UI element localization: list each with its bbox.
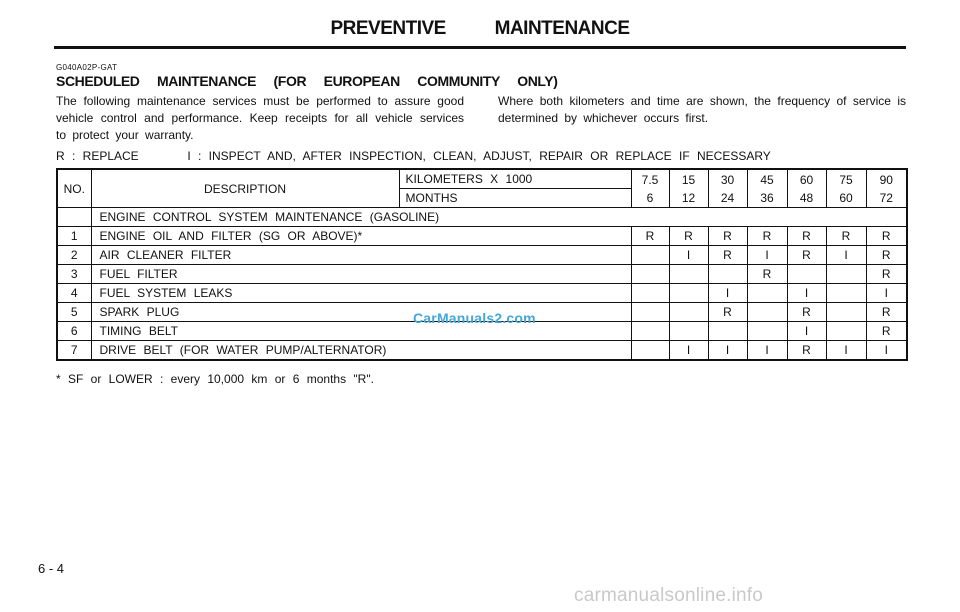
legend — [56, 149, 771, 163]
schedule-cell: R — [787, 341, 826, 361]
schedule-cell: R — [631, 227, 669, 246]
table-section-row — [57, 208, 907, 227]
interval-km: 30 — [720, 172, 735, 187]
interval-km: 75 — [839, 172, 853, 187]
site-watermark: carmanualsonline.info — [574, 585, 764, 606]
schedule-cell — [631, 265, 669, 284]
schedule-cell — [669, 303, 708, 322]
schedule-cell — [631, 246, 669, 265]
interval-col-7 — [866, 169, 907, 208]
interval-km: 60 — [799, 172, 814, 187]
schedule-cell — [826, 265, 866, 284]
schedule-cell: I — [866, 284, 907, 303]
schedule-cell — [826, 322, 866, 341]
schedule-cell: I — [747, 341, 787, 361]
row-description: FUEL SYSTEM LEAKS — [91, 284, 631, 303]
header-no: NO. — [57, 169, 91, 208]
row-number: 5 — [57, 303, 91, 322]
header-interval-labels — [399, 169, 631, 208]
interval-months: 72 — [879, 190, 893, 205]
interval-km: 15 — [681, 172, 696, 187]
row-number: 3 — [57, 265, 91, 284]
interval-months: 24 — [720, 190, 735, 205]
row-number: 6 — [57, 322, 91, 341]
table-row — [57, 341, 907, 361]
schedule-cell: R — [866, 303, 907, 322]
interval-months: 60 — [839, 190, 853, 205]
interval-months: 12 — [681, 190, 696, 205]
section-title: SCHEDULED MAINTENANCE (FOR EUROPEAN COMMUNITY ONLY) — [56, 73, 558, 89]
schedule-cell — [708, 322, 747, 341]
page-number: 6 - 4 — [38, 561, 65, 576]
schedule-cell: I — [826, 341, 866, 361]
schedule-cell — [669, 265, 708, 284]
document-code: G040A02P-GAT — [56, 63, 118, 72]
interval-col-1 — [631, 169, 669, 208]
schedule-cell: R — [708, 227, 747, 246]
schedule-cell: R — [669, 227, 708, 246]
table-header-row — [57, 169, 907, 208]
row-description: SPARK PLUG — [91, 303, 631, 322]
row-description: DRIVE BELT (FOR WATER PUMP/ALTERNATOR) — [91, 341, 631, 361]
interval-col-4 — [747, 169, 787, 208]
schedule-cell: R — [708, 246, 747, 265]
table-row — [57, 284, 907, 303]
schedule-cell: I — [787, 284, 826, 303]
schedule-cell — [669, 284, 708, 303]
interval-months: 6 — [646, 190, 654, 205]
schedule-cell: I — [826, 246, 866, 265]
schedule-cell: R — [866, 322, 907, 341]
schedule-cell — [631, 341, 669, 361]
schedule-cell: R — [826, 227, 866, 246]
schedule-cell: R — [747, 265, 787, 284]
interval-months: 36 — [760, 190, 774, 205]
schedule-cell — [631, 284, 669, 303]
schedule-cell: R — [747, 227, 787, 246]
row-number: 2 — [57, 246, 91, 265]
header-kilometers-label: KILOMETERS X 1000 — [405, 172, 533, 186]
table-row — [57, 246, 907, 265]
schedule-cell: I — [669, 341, 708, 361]
interval-col-6 — [826, 169, 866, 208]
schedule-cell: I — [787, 322, 826, 341]
interval-km: 45 — [760, 172, 774, 187]
schedule-cell — [747, 303, 787, 322]
maintenance-schedule-table — [56, 168, 908, 361]
table-row — [57, 227, 907, 246]
interval-col-5 — [787, 169, 826, 208]
row-description: ENGINE OIL AND FILTER (SG OR ABOVE)* — [91, 227, 631, 246]
row-description: TIMING BELT — [91, 322, 631, 341]
schedule-cell: R — [787, 227, 826, 246]
intro-left-paragraph: The following maintenance services must be performed to assure good vehicle control and performance. Keep receipts for all vehicle services to protect your warranty. — [56, 94, 464, 142]
row-number: 7 — [57, 341, 91, 361]
row-number: 4 — [57, 284, 91, 303]
schedule-cell — [787, 265, 826, 284]
section-no-cell — [57, 208, 91, 227]
schedule-cell — [669, 322, 708, 341]
interval-col-3 — [708, 169, 747, 208]
page-header-title: PREVENTIVE MAINTENANCE — [330, 18, 630, 39]
schedule-cell: I — [866, 341, 907, 361]
schedule-cell — [631, 303, 669, 322]
schedule-cell: I — [708, 341, 747, 361]
interval-months: 48 — [799, 190, 814, 205]
header-rule — [54, 46, 906, 49]
intro-right-paragraph: Where both kilometers and time are shown, the frequency of service is determined by whichever occurs first. — [498, 94, 906, 125]
schedule-cell — [826, 303, 866, 322]
carmanuals-watermark: CarManuals2.com — [413, 310, 536, 326]
row-description: AIR CLEANER FILTER — [91, 246, 631, 265]
schedule-cell — [708, 265, 747, 284]
schedule-cell — [826, 284, 866, 303]
row-number: 1 — [57, 227, 91, 246]
schedule-cell: R — [866, 227, 907, 246]
interval-km: 7.5 — [641, 172, 659, 187]
legend-inspect: I : INSPECT AND, AFTER INSPECTION, CLEAN, ADJUST, REPAIR OR REPLACE IF NECESSARY — [187, 149, 771, 163]
section-label: ENGINE CONTROL SYSTEM MAINTENANCE (GASOLINE) — [91, 208, 907, 227]
schedule-cell — [747, 284, 787, 303]
schedule-cell: R — [787, 246, 826, 265]
schedule-cell: I — [708, 284, 747, 303]
schedule-cell — [747, 322, 787, 341]
schedule-cell — [631, 322, 669, 341]
schedule-cell: I — [669, 246, 708, 265]
header-description: DESCRIPTION — [91, 169, 399, 208]
schedule-cell: I — [747, 246, 787, 265]
header-months-label: MONTHS — [400, 188, 631, 207]
schedule-cell: R — [866, 246, 907, 265]
interval-col-2 — [669, 169, 708, 208]
interval-km: 90 — [879, 172, 893, 187]
table-row — [57, 265, 907, 284]
footnote: * SF or LOWER : every 10,000 km or 6 months "R". — [56, 372, 374, 386]
legend-replace: R : REPLACE — [56, 149, 139, 163]
schedule-cell: R — [787, 303, 826, 322]
schedule-cell: R — [866, 265, 907, 284]
schedule-cell: R — [708, 303, 747, 322]
row-description: FUEL FILTER — [91, 265, 631, 284]
